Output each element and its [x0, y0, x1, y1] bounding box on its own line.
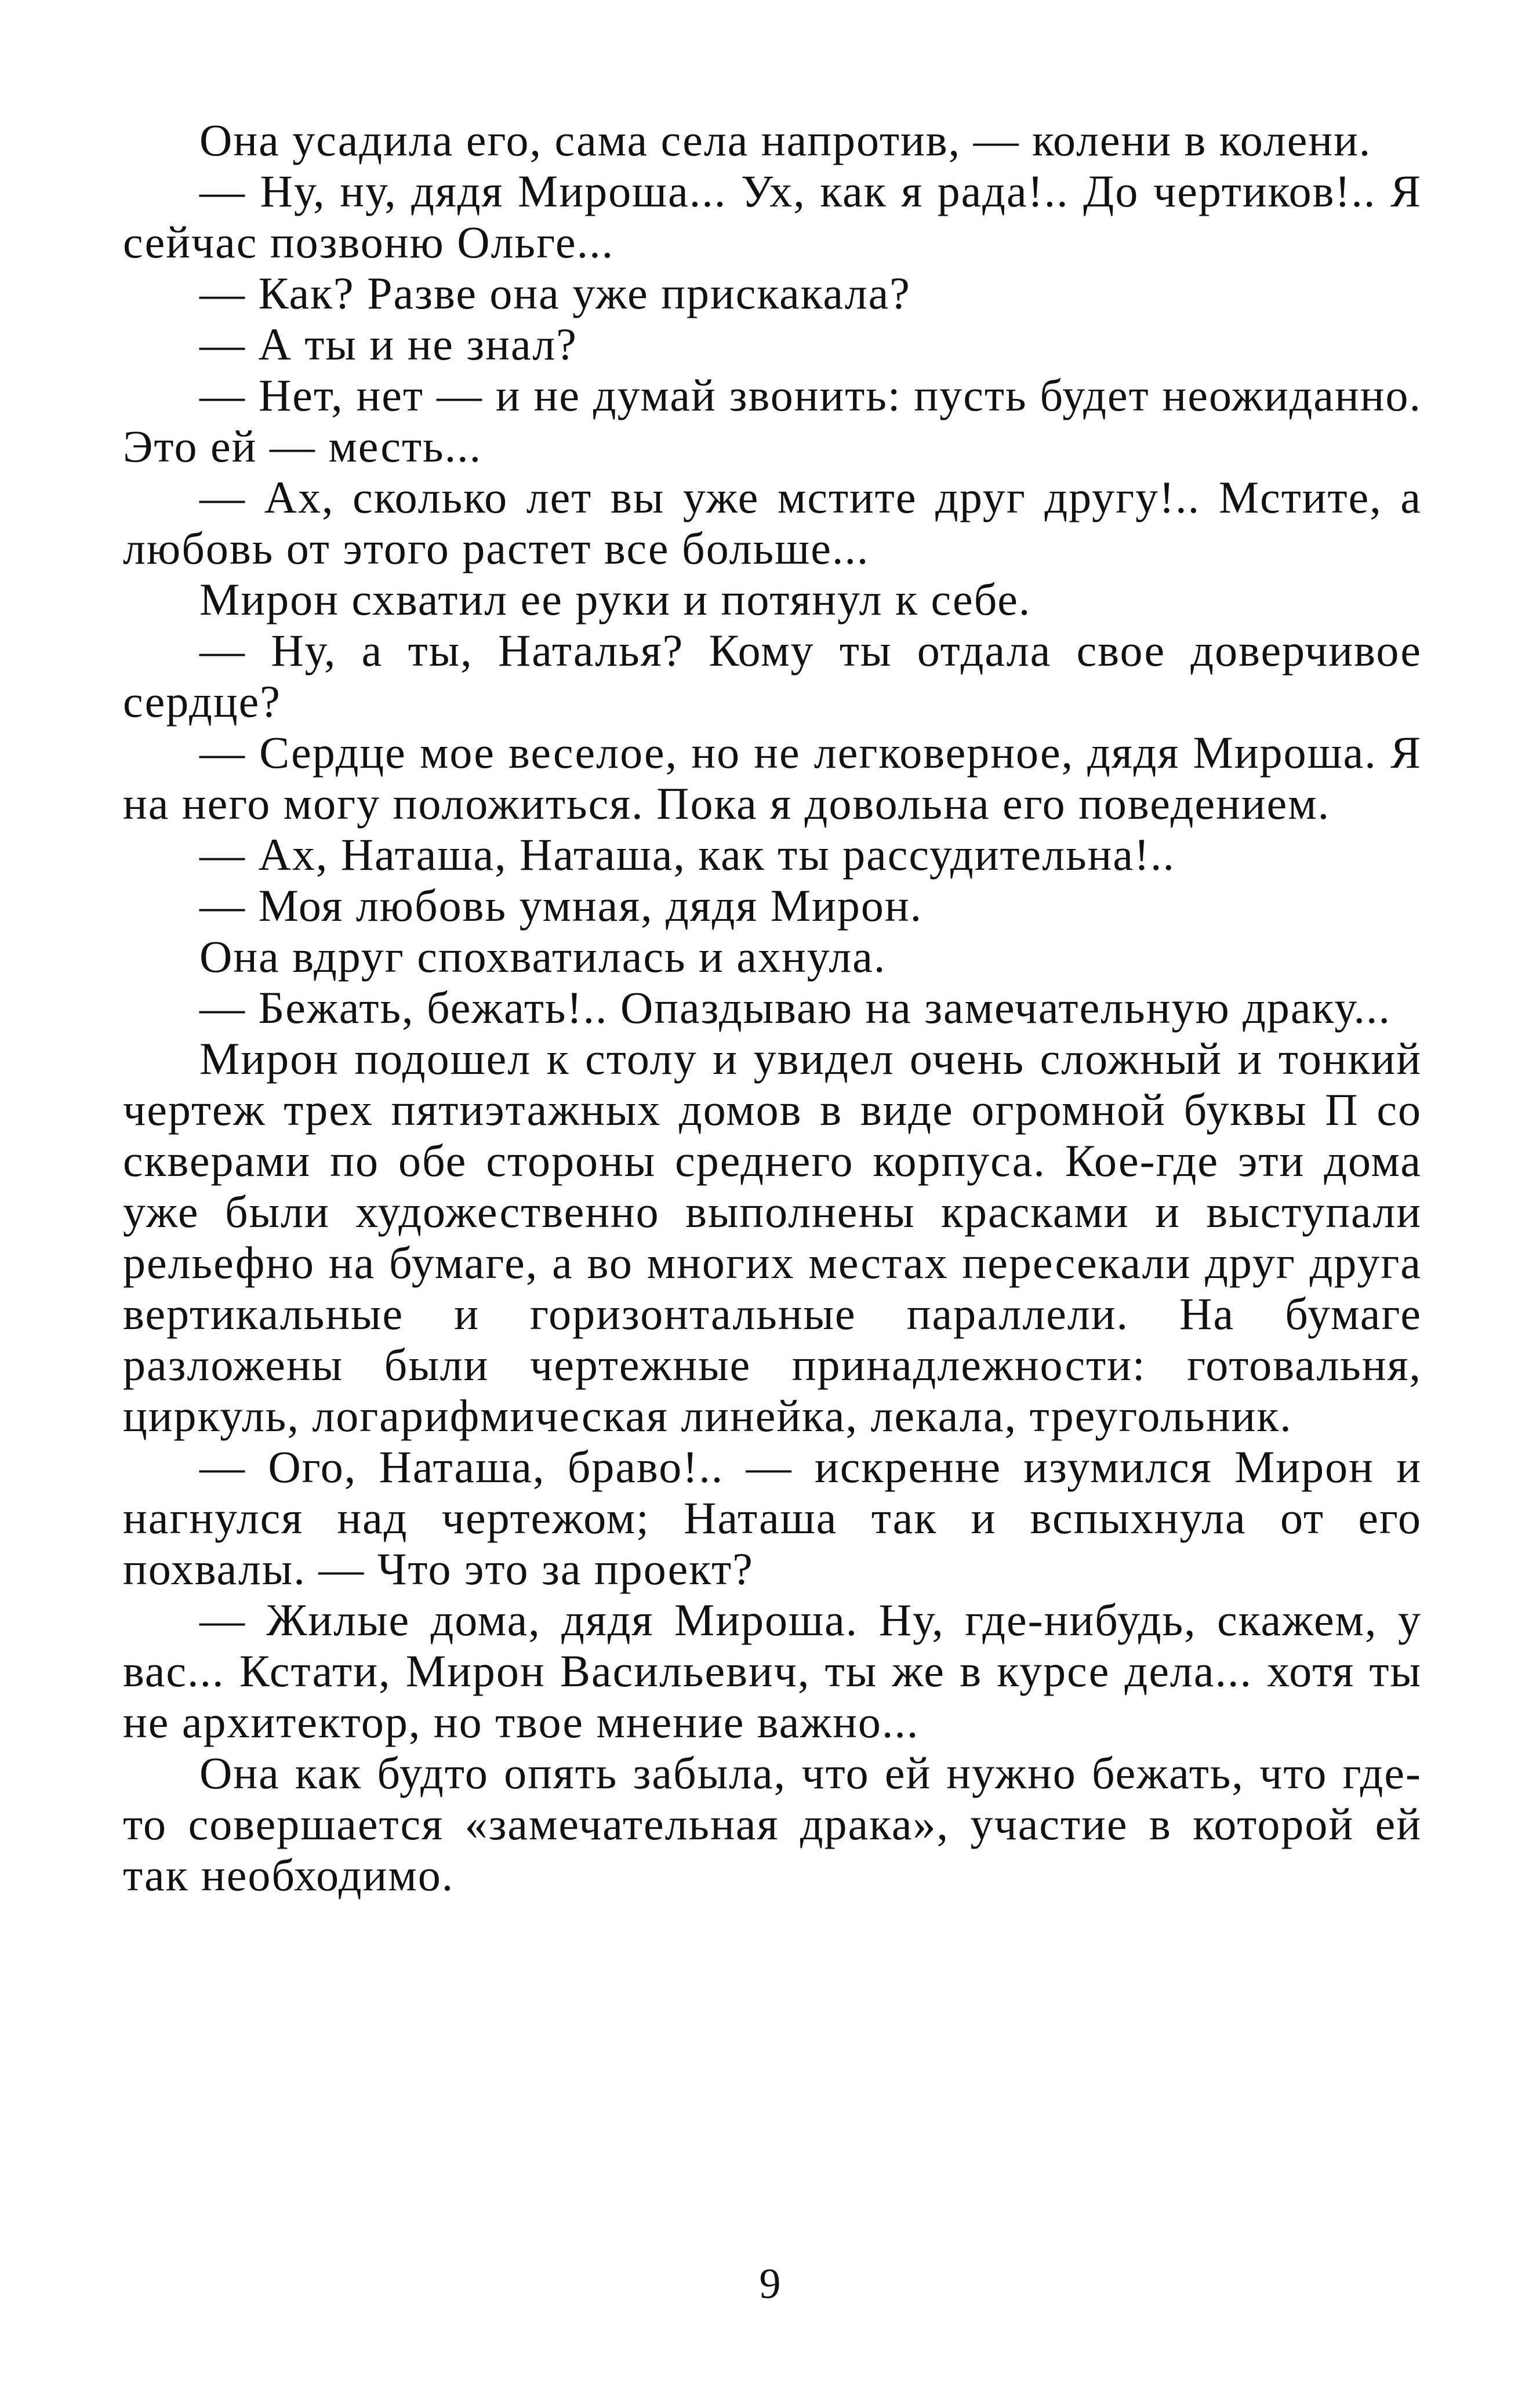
page-text	[123, 115, 1422, 1901]
paragraph: — Ну, ну, дядя Мироша... Ух, как я рада!.. До чертиков!.. Я сейчас позвоню Ольге...	[123, 166, 1422, 267]
paragraph: — Моя любовь умная, дядя Мирон.	[199, 880, 923, 931]
paragraph: — Ах, Наташа, Наташа, как ты рассудительна!..	[199, 829, 1175, 880]
paragraph: Мирон подошел к столу и увидел очень сложный и тонкий чертеж трех пятиэтажных домов в виде огромной буквы П со скверами по обе стороны среднего корпуса. Кое-где эти дома уже были художественно выполнены красками и выступали рельефно на бумаге, а во многих местах пересекали друг друга вертикальные и горизонтальные параллели. На бумаге разложены были чертежные принадлежности: готовальня, циркуль, логарифмическая линейка, лекала, треугольник.	[123, 1033, 1422, 1441]
paragraph: — Ах, сколько лет вы уже мстите друг другу!.. Мстите, а любовь от этого растет все больше...	[123, 472, 1422, 573]
page-number: 9	[759, 2260, 781, 2308]
paragraph: — Ну, а ты, Наталья? Кому ты отдала свое доверчивое сердце?	[123, 625, 1422, 727]
paragraph: Она вдруг спохватилась и ахнула.	[199, 931, 887, 982]
paragraph: — Нет, нет — и не думай звонить: пусть будет неожиданно. Это ей — месть...	[123, 370, 1422, 471]
paragraph: Она как будто опять забыла, что ей нужно бежать, что где-то совершается «замечательная драка», участие в которой ей так необходимо.	[123, 1748, 1422, 1900]
paragraph: — Как? Разве она уже прискакала?	[199, 268, 911, 318]
paragraph: — Сердце мое веселое, но не легковерное, дядя Мироша. Я на него могу положиться. Пока я довольна его поведением.	[123, 727, 1422, 829]
paragraph: — Жилые дома, дядя Мироша. Ну, где-нибудь, скажем, у вас... Кстати, Мирон Васильевич, ты же в курсе дела... хотя ты не архитектор, но твое мнение важно...	[123, 1595, 1422, 1747]
book-page	[123, 115, 1422, 1901]
paragraph: Она усадила его, сама села напротив, — колени в колени.	[199, 115, 1372, 165]
paragraph: Мирон схватил ее руки и потянул к себе.	[199, 574, 1031, 625]
paragraph: — А ты и не знал?	[199, 319, 578, 369]
paragraph: — Бежать, бежать!.. Опаздываю на замечательную драку...	[199, 982, 1392, 1033]
paragraph: — Ого, Наташа, браво!.. — искренне изумился Мирон и нагнулся над чертежом; Наташа так и вспыхнула от его похвалы. — Что это за проект?	[123, 1442, 1422, 1594]
